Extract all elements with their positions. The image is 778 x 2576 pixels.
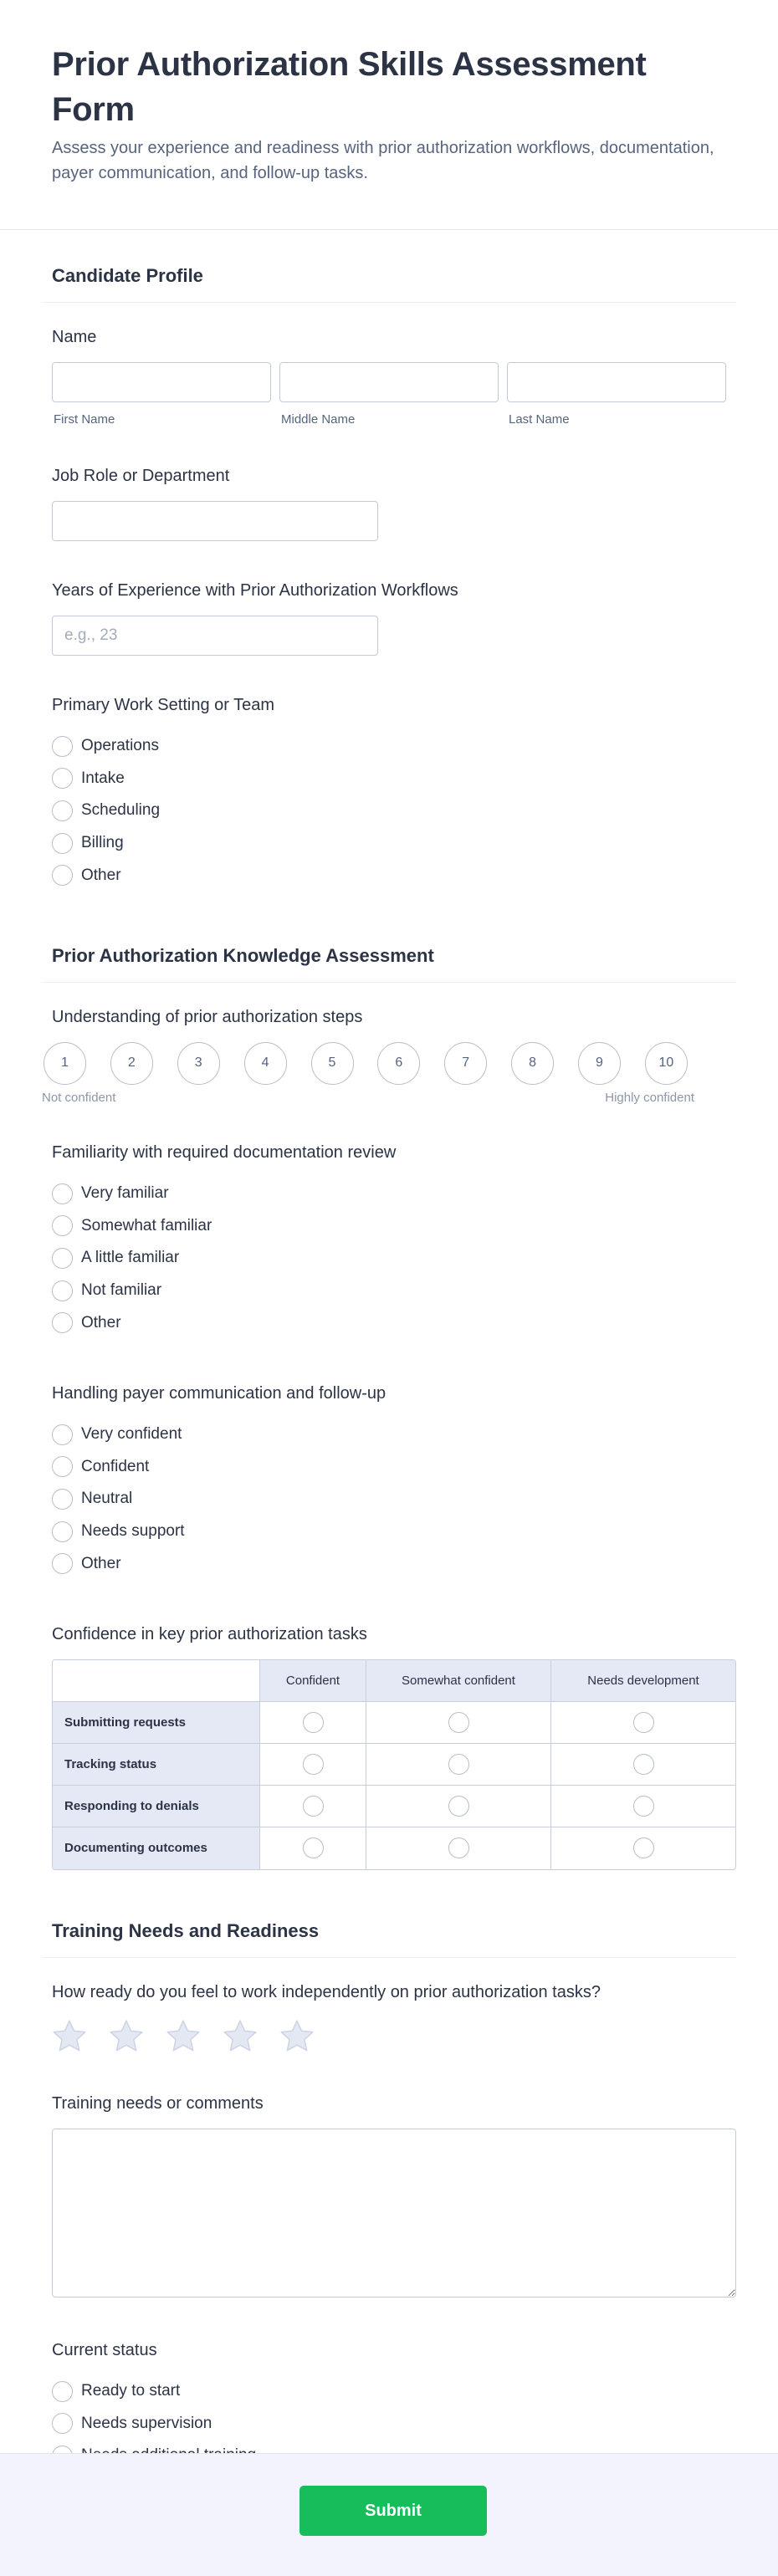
middle-name-col <box>279 362 499 427</box>
radio-button[interactable] <box>448 1754 469 1775</box>
payer-options <box>52 1418 726 1580</box>
scale-option-5[interactable]: 5 <box>311 1042 354 1085</box>
radio-button[interactable] <box>633 1796 654 1817</box>
scale-option-3[interactable]: 3 <box>177 1042 220 1085</box>
option-label: Very confident <box>81 1425 182 1444</box>
option-label: Very familiar <box>81 1184 169 1203</box>
radio-button[interactable] <box>52 1553 73 1574</box>
form-title: Prior Authorization Skills Assessment Form <box>52 46 647 128</box>
name-label: Name <box>52 328 97 346</box>
form-footer <box>0 2453 778 2576</box>
radio-button[interactable] <box>52 800 73 821</box>
section-candidate-profile <box>0 230 778 892</box>
payer-label: Handling payer communication and follow-up <box>52 1383 386 1403</box>
matrix-row <box>53 1827 735 1869</box>
last-name-input[interactable] <box>507 362 726 402</box>
readiness-label: How ready do you feel to work independently on prior authorization tasks? <box>52 1982 601 2001</box>
radio-button[interactable] <box>52 768 73 789</box>
documentation-option[interactable] <box>52 1306 726 1339</box>
star-icon[interactable] <box>107 2017 146 2056</box>
matrix-row-header: Documenting outcomes <box>53 1827 260 1869</box>
readiness-field <box>42 1983 736 2056</box>
middle-name-input[interactable] <box>279 362 499 402</box>
documentation-option[interactable] <box>52 1275 726 1307</box>
matrix-cell[interactable] <box>366 1827 551 1869</box>
work-setting-options <box>52 730 726 892</box>
status-option[interactable] <box>52 2408 726 2441</box>
scale-option-10[interactable]: 10 <box>645 1042 688 1085</box>
form-description: Assess your experience and readiness with prior authorization workflows, documentation, payer communication, and follow-up tasks. <box>52 139 714 182</box>
payer-option[interactable] <box>52 1547 726 1580</box>
matrix-label: Confidence in key prior authorization tasks <box>52 1624 367 1643</box>
radio-button[interactable] <box>52 1183 73 1204</box>
option-label: A little familiar <box>81 1249 180 1267</box>
radio-button[interactable] <box>52 1456 73 1477</box>
comments-field <box>42 2094 736 2297</box>
radio-button[interactable] <box>303 1712 324 1733</box>
documentation-option[interactable] <box>52 1178 726 1210</box>
radio-button[interactable] <box>52 1312 73 1333</box>
matrix-row <box>53 1744 735 1786</box>
work-setting-option[interactable] <box>52 730 726 763</box>
last-name-sublabel: Last Name <box>509 412 570 427</box>
option-label: Needs support <box>81 1522 185 1541</box>
matrix-row-header: Responding to denials <box>53 1786 260 1827</box>
documentation-option[interactable] <box>52 1242 726 1275</box>
section-title: Candidate Profile <box>52 265 203 286</box>
radio-button[interactable] <box>448 1796 469 1817</box>
matrix-cell[interactable] <box>260 1786 366 1827</box>
matrix-row <box>53 1786 735 1827</box>
section-title: Prior Authorization Knowledge Assessment <box>52 944 434 966</box>
star-rating <box>50 2017 726 2056</box>
work-setting-label: Primary Work Setting or Team <box>52 696 275 714</box>
section-header <box>42 913 736 983</box>
matrix-cell[interactable] <box>551 1786 735 1827</box>
option-label: Billing <box>81 834 124 852</box>
confidence-matrix <box>52 1659 736 1870</box>
name-inputs-row <box>52 362 726 427</box>
option-label: Needs supervision <box>81 2414 212 2432</box>
experience-input[interactable] <box>52 616 378 656</box>
matrix-column-header: Somewhat confident <box>366 1660 551 1702</box>
radio-button[interactable] <box>633 1712 654 1733</box>
job-role-field <box>42 467 736 541</box>
payer-option[interactable] <box>52 1451 726 1484</box>
radio-button[interactable] <box>52 1521 73 1542</box>
section-knowledge-assessment <box>0 913 778 1870</box>
radio-button[interactable] <box>52 865 73 886</box>
radio-button[interactable] <box>448 1712 469 1733</box>
radio-button[interactable] <box>52 1489 73 1510</box>
matrix-cell[interactable] <box>260 1744 366 1786</box>
matrix-row-header: Submitting requests <box>53 1702 260 1744</box>
star-icon[interactable] <box>221 2017 259 2056</box>
radio-button[interactable] <box>52 2413 73 2434</box>
matrix-column-header: Confident <box>260 1660 366 1702</box>
radio-button[interactable] <box>303 1754 324 1775</box>
submit-button[interactable]: Submit <box>299 2486 487 2536</box>
radio-button[interactable] <box>52 833 73 854</box>
name-field <box>42 328 736 427</box>
status-label: Current status <box>52 2340 157 2359</box>
first-name-col <box>52 362 271 427</box>
scale-option-6[interactable]: 6 <box>377 1042 420 1085</box>
option-label: Not familiar <box>81 1281 162 1300</box>
option-label: Neutral <box>81 1490 133 1508</box>
section-title: Training Needs and Readiness <box>52 1919 320 1941</box>
middle-name-sublabel: Middle Name <box>281 412 356 427</box>
radio-button[interactable] <box>52 2381 73 2402</box>
section-header <box>42 1890 736 1958</box>
work-setting-option[interactable] <box>52 859 726 892</box>
option-label: Other <box>81 1313 121 1331</box>
scale-option-4[interactable]: 4 <box>244 1042 287 1085</box>
work-setting-option[interactable] <box>52 763 726 795</box>
matrix-cell[interactable] <box>366 1702 551 1744</box>
scale-option-7[interactable]: 7 <box>444 1042 487 1085</box>
work-setting-option[interactable] <box>52 795 726 827</box>
matrix-cell[interactable] <box>551 1744 735 1786</box>
matrix-corner <box>53 1660 260 1702</box>
matrix-field <box>42 1625 736 1870</box>
form-header <box>0 0 778 230</box>
steps-scale-label: Understanding of prior authorization steps <box>52 1007 363 1026</box>
matrix-wrapper <box>52 1659 726 1870</box>
payer-field <box>42 1384 736 1580</box>
first-name-sublabel: First Name <box>54 412 115 427</box>
radio-button[interactable] <box>52 1248 73 1269</box>
radio-button[interactable] <box>448 1837 469 1858</box>
job-role-label: Job Role or Department <box>52 467 230 485</box>
radio-button[interactable] <box>303 1796 324 1817</box>
option-label: Confident <box>81 1457 150 1475</box>
matrix-column-header: Needs development <box>551 1660 735 1702</box>
experience-field <box>42 581 736 656</box>
radio-button[interactable] <box>633 1837 654 1858</box>
star-icon[interactable] <box>278 2017 316 2056</box>
star-icon[interactable] <box>164 2017 202 2056</box>
scale-option-2[interactable]: 2 <box>110 1042 153 1085</box>
scale-buttons <box>44 1042 688 1085</box>
matrix-cell[interactable] <box>260 1827 366 1869</box>
section-header <box>42 230 736 303</box>
scale-end-labels <box>42 1091 694 1105</box>
payer-option[interactable] <box>52 1515 726 1548</box>
documentation-field <box>42 1143 736 1339</box>
experience-label: Years of Experience with Prior Authorization Workflows <box>52 581 458 600</box>
status-option[interactable] <box>52 2375 726 2408</box>
option-label: Scheduling <box>81 801 161 820</box>
option-label: Ready to start <box>81 2382 181 2400</box>
section-training-needs <box>0 1890 778 2472</box>
matrix-header-row <box>53 1660 735 1702</box>
work-setting-option[interactable] <box>52 827 726 860</box>
job-role-input[interactable] <box>52 501 378 541</box>
radio-button[interactable] <box>52 1280 73 1301</box>
radio-button[interactable] <box>52 1424 73 1445</box>
option-label: Operations <box>81 737 159 755</box>
scale-option-9[interactable]: 9 <box>578 1042 621 1085</box>
steps-scale-field <box>42 1008 736 1105</box>
documentation-options <box>52 1178 726 1339</box>
radio-button[interactable] <box>52 1215 73 1236</box>
radio-button[interactable] <box>633 1754 654 1775</box>
matrix-row-header: Tracking status <box>53 1744 260 1786</box>
radio-button[interactable] <box>303 1837 324 1858</box>
scale-low-label: Not confident <box>42 1090 116 1105</box>
documentation-label: Familiarity with required documentation review <box>52 1142 397 1162</box>
matrix-cell[interactable] <box>551 1702 735 1744</box>
payer-option[interactable] <box>52 1418 726 1451</box>
option-label: Somewhat familiar <box>81 1216 212 1234</box>
documentation-option[interactable] <box>52 1210 726 1243</box>
scale-option-1[interactable]: 1 <box>44 1042 86 1085</box>
matrix-cell[interactable] <box>260 1702 366 1744</box>
scale-high-label: Highly confident <box>605 1090 694 1105</box>
matrix-cell[interactable] <box>366 1786 551 1827</box>
matrix-row <box>53 1702 735 1744</box>
work-setting-field <box>42 696 736 892</box>
scale-option-8[interactable]: 8 <box>511 1042 554 1085</box>
last-name-col <box>507 362 726 427</box>
comments-label: Training needs or comments <box>52 2093 264 2113</box>
first-name-input[interactable] <box>52 362 271 402</box>
option-label: Intake <box>81 769 125 787</box>
comments-textarea[interactable] <box>52 2129 736 2297</box>
payer-option[interactable] <box>52 1483 726 1515</box>
radio-button[interactable] <box>52 736 73 757</box>
matrix-cell[interactable] <box>551 1827 735 1869</box>
option-label: Other <box>81 866 121 884</box>
matrix-cell[interactable] <box>366 1744 551 1786</box>
option-label: Other <box>81 1554 121 1572</box>
star-icon[interactable] <box>50 2017 89 2056</box>
